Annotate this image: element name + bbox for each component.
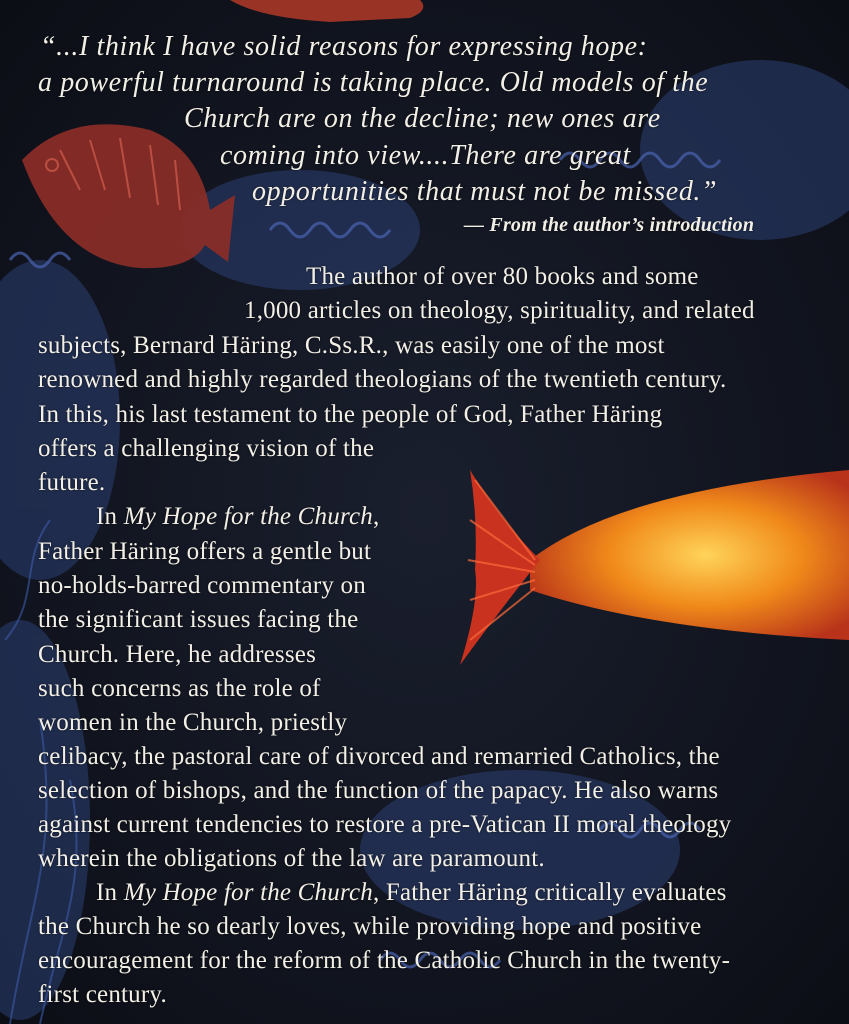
p3-pre: In [96,879,124,906]
p2-line-6: such concerns as the role of [38,675,321,702]
p3-post: , Father Häring critically evaluates [372,879,727,906]
p3-line-1 [96,876,727,910]
p2-post: , [372,503,380,530]
book-title: My Hope for the Church [123,879,373,906]
quote-line-5: opportunities that must not be missed.” [252,176,718,207]
p2-line-1 [96,500,379,534]
p2-line-10: against current tendencies to restore a pre-Vatican II moral theology [38,811,732,838]
quote-line-2: a powerful turnaround is taking place. Old models of the [38,67,709,98]
p2-line-7: women in the Church, priestly [38,709,348,736]
quote-attribution: — From the author’s introduction [464,214,755,236]
p1-line-6: offers a challenging vision of the [38,435,375,462]
quote-line-3: Church are on the decline; new ones are [184,103,661,134]
p2-line-8: celibacy, the pastoral care of divorced and remarried Catholics, the [38,743,720,770]
p1-line-2: 1,000 articles on theology, spirituality, and related [244,297,755,324]
p2-line-4: the significant issues facing the [38,606,359,633]
p2-line-2: Father Häring offers a gentle but [38,538,372,565]
p3-line-4: first century. [38,981,167,1008]
quote-line-1: “...I think I have solid reasons for expressing hope: [40,31,648,62]
p1-line-3: subjects, Bernard Häring, C.Ss.R., was easily one of the most [38,332,665,359]
p1-line-7: future. [38,469,106,496]
p1-line-4: renowned and highly regarded theologians of the twentieth century. [38,366,727,393]
p3-line-3: encouragement for the reform of the Catholic Church in the twenty- [38,947,731,974]
book-title: My Hope for the Church [123,503,373,530]
p2-pre: In [96,503,124,530]
p2-line-11: wherein the obligations of the law are paramount. [38,845,545,872]
p2-line-5: Church. Here, he addresses [38,641,317,668]
p1-line-5: In this, his last testament to the people of God, Father Häring [38,401,663,428]
p2-line-9: selection of bishops, and the function of the papacy. He also warns [38,777,719,804]
p3-line-2: the Church he so dearly loves, while providing hope and positive [38,913,702,940]
p1-line-1: The author of over 80 books and some [306,263,699,290]
p2-line-3: no-holds-barred commentary on [38,572,366,599]
quote-line-4: coming into view....There are great [220,140,631,171]
